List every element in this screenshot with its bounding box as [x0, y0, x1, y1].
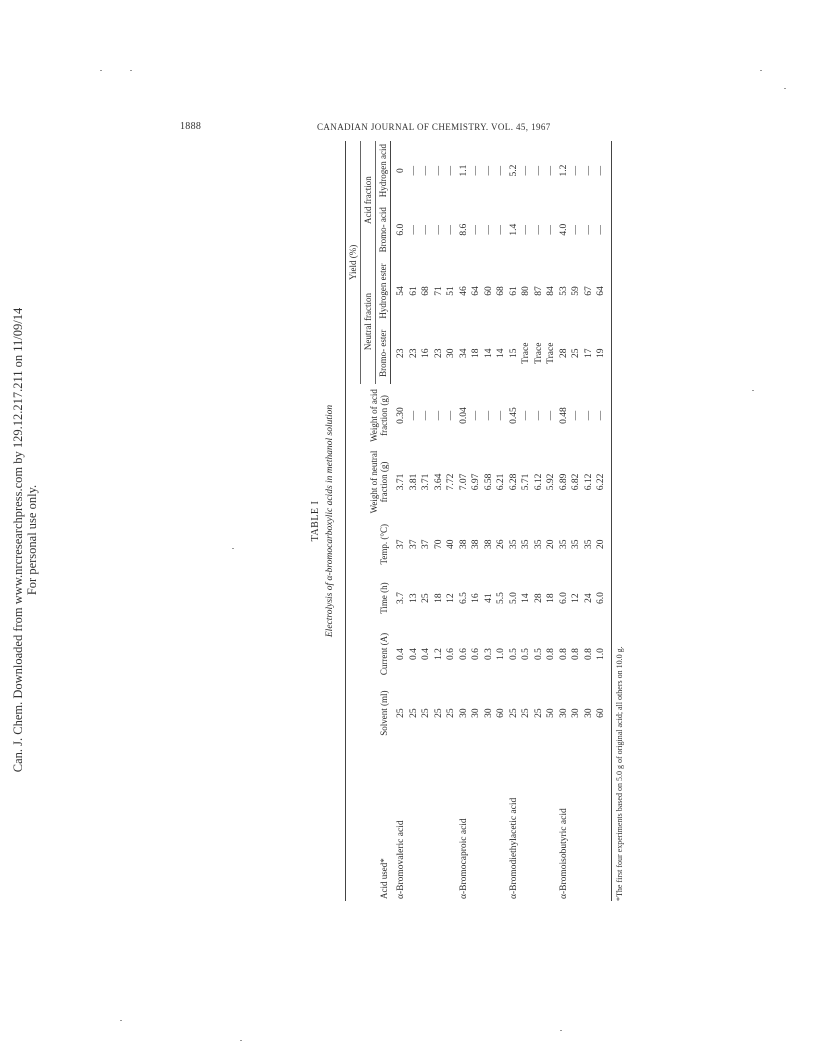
scan-speck	[784, 88, 786, 89]
cell-temp-c: 20	[546, 539, 556, 549]
scan-speck	[130, 70, 132, 71]
cell-temp-c: 38	[483, 539, 494, 549]
cell-temp-c: 40	[446, 539, 456, 549]
cell-hydrogen-acid-yield: 5.2	[508, 164, 519, 177]
cell-acid-name	[595, 743, 611, 901]
cell-solvent-ml: 30	[571, 708, 581, 718]
cell-hydrogen-ester-yield: 68	[421, 286, 431, 296]
cell-hydrogen-acid-yield: —	[571, 165, 581, 176]
cell-bromo-acid-yield: —	[421, 224, 431, 235]
cell-weight-acid: —	[446, 410, 456, 421]
table-row	[558, 141, 571, 901]
cell-acid-name	[495, 743, 508, 901]
cell-weight-neutral: 3.71	[421, 473, 431, 491]
cell-weight-neutral: 6.28	[508, 473, 519, 491]
cell-hydrogen-acid-yield: —	[521, 165, 531, 176]
cell-time-h: 28	[533, 593, 544, 603]
scan-speck	[240, 1040, 242, 1041]
cell-hydrogen-acid-yield: —	[421, 165, 431, 176]
cell-solvent-ml: 25	[446, 708, 456, 718]
cell-weight-neutral: 5.92	[546, 473, 556, 491]
cell-time-h: 12	[571, 593, 581, 603]
scan-speck	[752, 390, 754, 391]
cell-current-a: 1.0	[595, 624, 611, 683]
cell-temp-c: 26	[496, 539, 506, 549]
cell-weight-acid: —	[408, 410, 419, 421]
cell-hydrogen-ester-yield: 67	[583, 286, 594, 296]
cell-current-a: 0.6	[458, 648, 469, 660]
cell-hydrogen-ester-yield: 51	[446, 286, 456, 296]
cell-temp-c: 38	[458, 539, 469, 549]
cell-solvent-ml: 25	[433, 708, 444, 718]
col-acid-used: Acid used*	[346, 743, 391, 901]
page-number: 1888	[180, 121, 202, 132]
cell-current-a: 1.0	[496, 648, 506, 660]
table-footnote: *The first four experiments based on 5.0 g of original acid; all others on 10.0 g.	[614, 646, 624, 901]
cell-acid-name	[445, 743, 458, 901]
table-row	[420, 141, 433, 901]
col-time: Time (h)	[346, 572, 391, 625]
cell-temp-c: 35	[508, 539, 519, 549]
table-row	[533, 141, 546, 901]
cell-weight-acid: —	[483, 410, 494, 421]
cell-hydrogen-ester-yield: 61	[408, 286, 419, 296]
cell-acid-name: α-Bromoisobutyric acid	[558, 808, 569, 899]
cell-current-a: 0.4	[395, 648, 406, 660]
cell-acid-name	[420, 743, 433, 901]
cell-time-h: 18	[546, 593, 556, 603]
table-row	[391, 141, 408, 901]
cell-time-h: 6.0	[558, 592, 569, 605]
cell-bromo-ester-yield: 14	[483, 348, 494, 358]
cell-hydrogen-acid-yield: 1.1	[458, 164, 469, 177]
cell-bromo-acid-yield: —	[595, 200, 611, 259]
cell-weight-neutral: 6.89	[558, 473, 569, 491]
cell-weight-acid: 0.48	[558, 407, 569, 424]
cell-weight-neutral: 6.22	[595, 447, 611, 517]
cell-hydrogen-ester-yield: 59	[571, 286, 581, 296]
cell-acid-name	[570, 743, 583, 901]
cell-bromo-acid-yield: —	[496, 224, 506, 235]
col-bromo-acid: Bromo- acid	[376, 200, 391, 259]
cell-current-a: 0.6	[446, 648, 456, 660]
cell-time-h: 6.0	[595, 572, 611, 625]
acid-fraction-header: Acid fraction	[361, 141, 376, 259]
cell-hydrogen-ester-yield: 53	[558, 286, 569, 296]
cell-hydrogen-acid-yield: 0	[396, 168, 406, 173]
col-bromo-ester: Bromo- ester	[376, 323, 391, 384]
cell-time-h: 18	[433, 593, 444, 603]
cell-acid-name	[470, 743, 483, 901]
cell-bromo-acid-yield: —	[433, 224, 444, 235]
table-body	[391, 141, 612, 901]
cell-acid-name	[433, 743, 446, 901]
cell-bromo-acid-yield: —	[546, 224, 556, 235]
cell-bromo-acid-yield: 8.6	[458, 223, 469, 236]
electrolysis-table	[345, 141, 612, 901]
cell-solvent-ml: 30	[583, 708, 594, 718]
cell-bromo-ester-yield: 18	[471, 348, 481, 358]
cell-solvent-ml: 25	[521, 708, 531, 718]
cell-hydrogen-acid-yield: —	[446, 165, 456, 176]
cell-weight-acid: —	[471, 410, 481, 421]
cell-bromo-ester-yield: Trace	[521, 342, 531, 364]
cell-bromo-ester-yield: 25	[571, 348, 581, 358]
cell-weight-acid: —	[546, 410, 556, 421]
cell-bromo-ester-yield: 19	[595, 323, 611, 384]
cell-weight-acid: —	[496, 410, 506, 421]
cell-time-h: 16	[471, 593, 481, 603]
cell-hydrogen-acid-yield: —	[533, 165, 544, 176]
cell-weight-neutral: 6.21	[496, 473, 506, 491]
cell-weight-neutral: 3.64	[433, 473, 444, 491]
table-row	[508, 141, 521, 901]
scan-speck	[560, 1030, 562, 1031]
cell-solvent-ml: 30	[558, 708, 569, 718]
col-hydrogen-ester: Hydrogen ester	[376, 259, 391, 322]
cell-bromo-ester-yield: 30	[446, 348, 456, 358]
cell-weight-acid: —	[583, 410, 594, 421]
cell-current-a: 0.8	[571, 648, 581, 660]
cell-temp-c: 35	[533, 539, 544, 549]
cell-weight-acid: —	[533, 410, 544, 421]
cell-acid-name	[583, 743, 596, 901]
cell-hydrogen-ester-yield: 61	[508, 286, 519, 296]
cell-weight-acid: 0.45	[508, 407, 519, 424]
cell-solvent-ml: 60	[595, 684, 611, 743]
cell-weight-neutral: 7.72	[446, 473, 456, 491]
cell-solvent-ml: 50	[546, 708, 556, 718]
table-row	[595, 141, 611, 901]
col-weight-acid: Weight of acid fraction (g)	[346, 384, 391, 447]
cell-acid-name	[533, 743, 546, 901]
cell-time-h: 12	[446, 593, 456, 603]
watermark-line-2: For personal use only.	[25, 484, 39, 596]
cell-temp-c: 35	[583, 539, 594, 549]
table-row	[520, 141, 533, 901]
cell-hydrogen-acid-yield: —	[433, 165, 444, 176]
cell-hydrogen-acid-yield: —	[546, 165, 556, 176]
cell-bromo-acid-yield: —	[571, 224, 581, 235]
cell-hydrogen-acid-yield: —	[595, 141, 611, 200]
cell-time-h: 13	[408, 593, 419, 603]
cell-temp-c: 37	[395, 539, 406, 549]
cell-hydrogen-ester-yield: 68	[496, 286, 506, 296]
cell-solvent-ml: 25	[421, 708, 431, 718]
cell-hydrogen-ester-yield: 84	[546, 286, 556, 296]
cell-hydrogen-acid-yield: —	[408, 165, 419, 176]
cell-weight-neutral: 6.58	[483, 473, 494, 491]
cell-bromo-acid-yield: —	[446, 224, 456, 235]
cell-hydrogen-ester-yield: 87	[533, 286, 544, 296]
cell-hydrogen-ester-yield: 64	[471, 286, 481, 296]
table-row	[445, 141, 458, 901]
cell-current-a: 0.8	[583, 648, 594, 660]
cell-weight-neutral: 6.12	[583, 473, 594, 491]
col-solvent: Solvent (ml)	[346, 684, 391, 743]
cell-time-h: 3.7	[395, 592, 406, 605]
cell-current-a: 0.8	[558, 648, 569, 660]
cell-hydrogen-acid-yield: —	[471, 165, 481, 176]
cell-weight-neutral: 3.81	[408, 473, 419, 491]
cell-current-a: 0.5	[508, 648, 519, 660]
cell-current-a: 0.4	[421, 648, 431, 660]
table-row	[570, 141, 583, 901]
cell-acid-name	[408, 743, 421, 901]
cell-solvent-ml: 60	[496, 708, 506, 718]
table-row	[470, 141, 483, 901]
cell-bromo-acid-yield: —	[533, 224, 544, 235]
cell-acid-name: α-Bromocaproic acid	[458, 818, 469, 899]
cell-bromo-ester-yield: 17	[583, 348, 594, 358]
cell-current-a: 0.4	[408, 648, 419, 660]
cell-bromo-ester-yield: 28	[558, 348, 569, 358]
cell-time-h: 24	[583, 593, 594, 603]
cell-weight-neutral: 6.97	[471, 473, 481, 491]
table-row	[545, 141, 558, 901]
cell-temp-c: 20	[595, 517, 611, 572]
cell-acid-name: α-Bromodiethylacetic acid	[508, 797, 519, 899]
cell-temp-c: 35	[571, 539, 581, 549]
cell-current-a: 0.6	[471, 648, 481, 660]
table-row	[433, 141, 446, 901]
cell-temp-c: 37	[421, 539, 431, 549]
cell-solvent-ml: 25	[408, 708, 419, 718]
cell-bromo-ester-yield: 23	[396, 348, 406, 358]
cell-current-a: 0.8	[546, 648, 556, 660]
cell-hydrogen-ester-yield: 64	[595, 259, 611, 322]
cell-weight-acid: —	[433, 410, 444, 421]
table-caption	[309, 141, 337, 901]
cell-bromo-ester-yield: 23	[408, 348, 419, 358]
cell-time-h: 6.5	[458, 592, 469, 605]
cell-bromo-acid-yield: —	[521, 224, 531, 235]
cell-hydrogen-ester-yield: 46	[458, 286, 469, 296]
col-temp: Temp. (°C)	[346, 517, 391, 572]
cell-weight-neutral: 6.12	[533, 473, 544, 491]
cell-temp-c: 35	[558, 539, 569, 549]
cell-bromo-ester-yield: 14	[496, 348, 506, 358]
cell-hydrogen-acid-yield: —	[483, 165, 494, 176]
rotated-table	[309, 141, 624, 901]
cell-solvent-ml: 30	[458, 708, 469, 718]
cell-weight-acid: —	[521, 410, 531, 421]
cell-bromo-ester-yield: Trace	[533, 342, 544, 364]
table-row	[583, 141, 596, 901]
cell-acid-name	[483, 743, 496, 901]
cell-time-h: 41	[483, 593, 494, 603]
cell-bromo-acid-yield: 4.0	[558, 223, 569, 236]
cell-acid-name: α-Bromovaleric acid	[395, 820, 406, 899]
cell-hydrogen-acid-yield: 1.2	[558, 164, 569, 177]
cell-solvent-ml: 25	[533, 708, 544, 718]
cell-solvent-ml: 30	[471, 708, 481, 718]
cell-hydrogen-ester-yield: 54	[396, 286, 406, 296]
cell-current-a: 0.5	[521, 648, 531, 660]
cell-bromo-acid-yield: —	[408, 224, 419, 235]
running-head: CANADIAN JOURNAL OF CHEMISTRY. VOL. 45, 1967	[317, 122, 551, 132]
cell-acid-name	[520, 743, 533, 901]
table-row	[408, 141, 421, 901]
cell-weight-neutral: 5.71	[521, 473, 531, 491]
cell-weight-acid: —	[421, 410, 431, 421]
yield-header: Yield (%)	[346, 141, 361, 384]
cell-bromo-acid-yield: 1.4	[508, 223, 519, 236]
cell-current-a: 0.3	[483, 648, 494, 660]
cell-bromo-ester-yield: Trace	[546, 342, 556, 364]
table-row	[483, 141, 496, 901]
cell-weight-acid: —	[571, 410, 581, 421]
cell-bromo-acid-yield: —	[483, 224, 494, 235]
col-hydrogen-acid: Hydrogen acid	[376, 141, 391, 200]
cell-weight-neutral: 6.82	[571, 473, 581, 491]
cell-hydrogen-acid-yield: —	[583, 165, 594, 176]
cell-temp-c: 38	[471, 539, 481, 549]
table-row	[495, 141, 508, 901]
cell-bromo-ester-yield: 34	[458, 348, 469, 358]
col-current: Current (A)	[346, 624, 391, 683]
cell-solvent-ml: 25	[508, 708, 519, 718]
cell-bromo-ester-yield: 23	[433, 348, 444, 358]
scan-speck	[120, 1020, 122, 1021]
cell-bromo-acid-yield: —	[583, 224, 594, 235]
cell-current-a: 0.5	[533, 648, 544, 660]
cell-temp-c: 37	[408, 539, 419, 549]
scan-speck	[232, 548, 234, 549]
cell-bromo-ester-yield: 16	[421, 348, 431, 358]
cell-weight-neutral: 3.71	[395, 473, 406, 491]
cell-bromo-ester-yield: 15	[508, 348, 519, 358]
cell-bromo-acid-yield: 6.0	[396, 223, 406, 236]
cell-solvent-ml: 25	[395, 708, 406, 718]
scan-speck	[760, 70, 762, 71]
table-title: Electrolysis of α-bromocarboxylic acids in methanol solution	[325, 404, 335, 638]
cell-solvent-ml: 30	[483, 708, 494, 718]
cell-temp-c: 35	[521, 539, 531, 549]
cell-weight-acid: 0.04	[458, 407, 469, 424]
neutral-fraction-header: Neutral fraction	[361, 259, 376, 384]
cell-current-a: 1.2	[433, 648, 444, 660]
cell-weight-acid: 0.30	[395, 407, 406, 424]
cell-time-h: 5.5	[496, 592, 506, 605]
table-label: TABLE I	[310, 500, 321, 542]
cell-time-h: 14	[521, 593, 531, 603]
scan-speck	[100, 70, 102, 71]
cell-hydrogen-ester-yield: 71	[433, 286, 444, 296]
col-weight-neutral: Weight of neutral fraction (g)	[346, 447, 391, 517]
cell-time-h: 5.0	[508, 592, 519, 605]
cell-bromo-acid-yield: —	[471, 224, 481, 235]
cell-hydrogen-ester-yield: 60	[483, 286, 494, 296]
cell-weight-acid: —	[595, 384, 611, 447]
cell-time-h: 25	[421, 593, 431, 603]
watermark-line-1: Can. J. Chem. Downloaded from www.nrcresearchpress.com by 129.12.217.211 on 11/09/14	[11, 307, 25, 773]
cell-hydrogen-acid-yield: —	[496, 165, 506, 176]
cell-weight-neutral: 7.07	[458, 473, 469, 491]
cell-hydrogen-ester-yield: 80	[521, 286, 531, 296]
table-row	[458, 141, 471, 901]
cell-temp-c: 70	[433, 539, 444, 549]
cell-acid-name	[545, 743, 558, 901]
